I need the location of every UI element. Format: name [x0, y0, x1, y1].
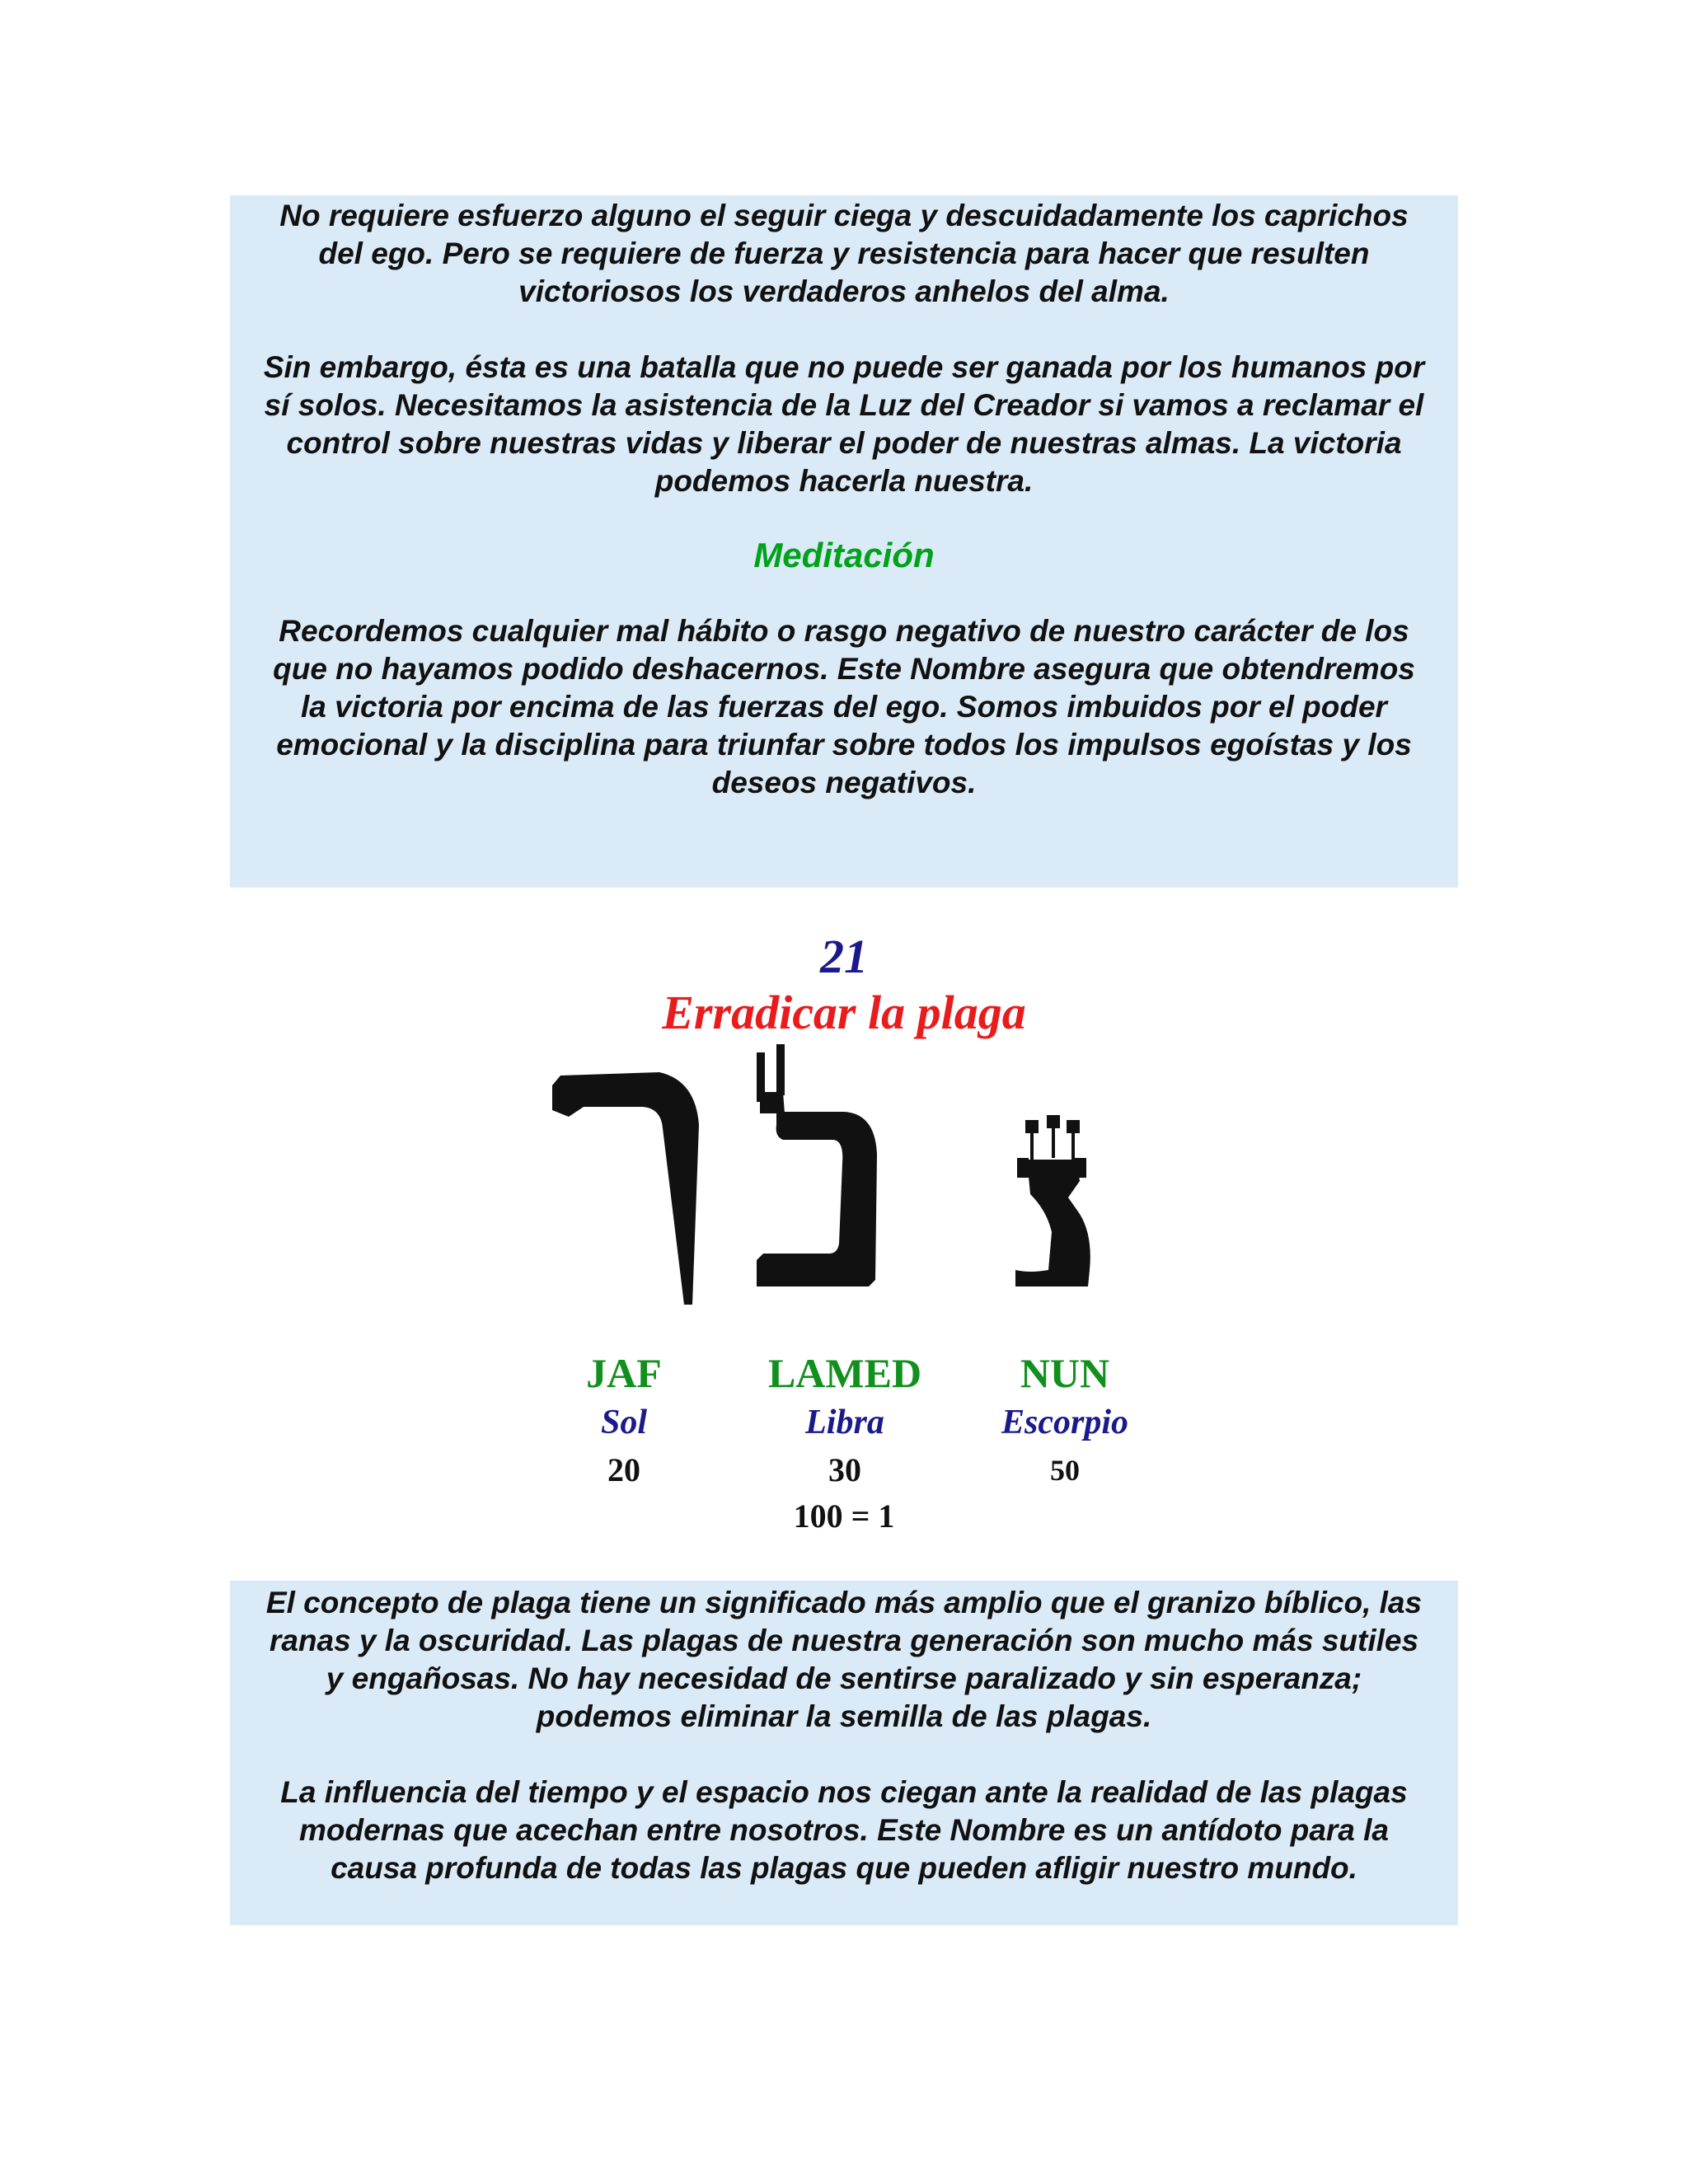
letter-value: 50 [1050, 1454, 1080, 1487]
letter-column-lamed [721, 1350, 968, 1492]
letter-sign: Libra [805, 1404, 884, 1441]
battle-paragraph: Sin embargo, ésta es una batalla que no puede ser ganada por los humanos por sí solos. Necesitamos la asistencia de la Luz del Creador si vamos a reclamar el control sobre nuestras vidas y liberar el poder de nuestras almas. La victoria podemos hacerla nuestra. [263, 350, 1425, 498]
plague-concept-paragraph: El concepto de plaga tiene un significado más amplio que el granizo bíblico, las ranas y la oscuridad. Las plagas de nuestra generación son mucho más sutiles y engañosas. No hay necesidad de sentirse paralizado y sin esperanza; podemos eliminar la semilla de las plagas. [265, 1586, 1423, 1733]
top-text-box [230, 195, 1458, 888]
letter-value: 30 [828, 1451, 861, 1488]
letter-name: LAMED [767, 1350, 922, 1396]
letter-name: NUN [1020, 1350, 1110, 1396]
total-value: 100 = 1 [793, 1497, 895, 1535]
meditation-heading: Meditación [753, 536, 935, 574]
letter-column-jaf [500, 1350, 748, 1492]
hebrew-letter-nun-icon [1015, 1115, 1090, 1286]
letter-sign: Escorpio [1001, 1404, 1128, 1441]
bottom-text-box [230, 1581, 1458, 1925]
name-number: 21 [820, 930, 868, 983]
meditation-paragraph: Recordemos cualquier mal hábito o rasgo negativo de nuestro carácter de los que no hayamos podido deshacernos. Este Nombre asegura que obtendremos la victoria por encima de las fuerzas del ego. Somos imbuidos por el poder emocional y la disciplina para triunfar sobre todos los impulsos egoístas y los deseos negativos. [273, 614, 1415, 799]
letter-value: 20 [607, 1451, 640, 1488]
name-title: Erradicar la plaga [662, 986, 1026, 1039]
letter-name: JAF [586, 1350, 662, 1396]
hebrew-letters-graphic [536, 1043, 1146, 1315]
letter-column-nun [941, 1350, 1189, 1492]
plague-antidote-paragraph: La influencia del tiempo y el espacio nos ciegan ante la realidad de las plagas modernas que acechan entre nosotros. Este Nombre es un antídoto para la causa profunda de todas las plagas que pueden afligir nuestro mundo. [280, 1775, 1408, 1885]
hebrew-letter-lamed-icon [757, 1044, 877, 1286]
intro-paragraph: No requiere esfuerzo alguno el seguir ciega y descuidadamente los caprichos del ego. Pero se requiere de fuerza y resistencia para hacer que resulten victoriosos los verdaderos anhelos del alma. [279, 199, 1409, 308]
letter-sign: Sol [600, 1404, 648, 1441]
hebrew-letter-kaf-icon [552, 1072, 699, 1305]
